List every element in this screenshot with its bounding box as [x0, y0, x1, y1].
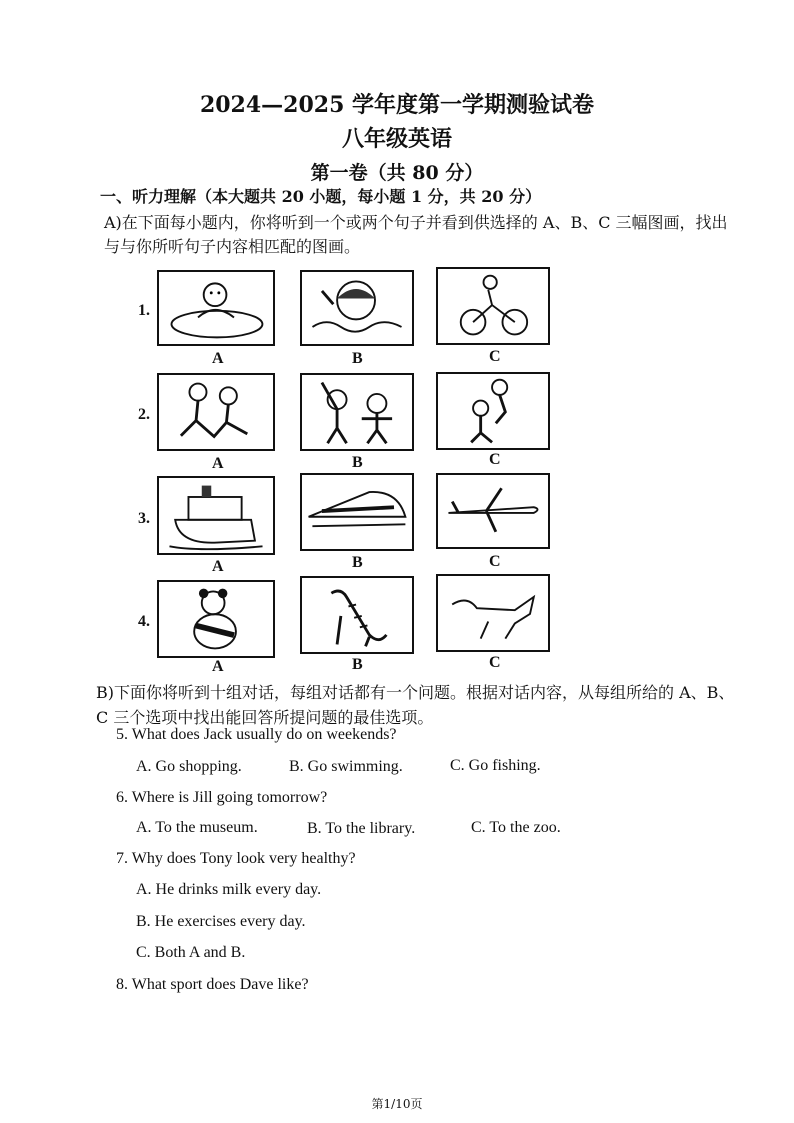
volume-heading: 第一卷（共 80 分） [310, 162, 484, 184]
q6-option-a[interactable]: A. To the museum. [136, 819, 258, 836]
instruction-a-line1: A)在下面每小题内，你将听到一个或两个句子并看到供选择的 A、B、C 三幅图画，找出 [104, 213, 728, 232]
fox-icon[interactable] [436, 574, 550, 652]
exam-subtitle: 八年级英语 [341, 126, 452, 152]
q5-option-a[interactable]: A. Go shopping. [136, 758, 242, 775]
option-label: B [352, 554, 363, 571]
question-number: 3. [138, 510, 150, 527]
option-label: A [212, 558, 224, 575]
q5-option-c[interactable]: C. Go fishing. [450, 757, 541, 774]
q7-option-a[interactable]: A. He drinks milk every day. [136, 881, 322, 898]
question-8: 8. What sport does Dave like? [116, 976, 309, 993]
instruction-a-line2: 与与你所听句子内容相匹配的图画。 [104, 237, 361, 256]
option-label: B [352, 656, 363, 673]
option-label: A [212, 658, 224, 675]
question-number: 2. [138, 406, 150, 423]
question-number: 1. [138, 302, 150, 319]
question-6: 6. Where is Jill going tomorrow? [116, 789, 328, 806]
option-label: C [489, 654, 501, 671]
option-label: C [489, 451, 501, 468]
child-on-cloud-icon[interactable] [157, 270, 275, 346]
page-number: 第1/10页 [371, 1097, 423, 1111]
climbing-kids-icon[interactable] [436, 372, 550, 450]
option-label: A [212, 455, 224, 472]
swimmer-icon[interactable] [300, 270, 414, 346]
ship-icon[interactable] [157, 476, 275, 555]
train-icon[interactable] [300, 473, 414, 551]
instruction-b-line1: B)下面你将听到十组对话，每组对话都有一个问题。根据对话内容，从每组所给的 A、B、 [96, 683, 735, 702]
running-boys-icon[interactable] [157, 373, 275, 451]
q6-option-c[interactable]: C. To the zoo. [471, 819, 561, 836]
option-label: B [352, 350, 363, 367]
panda-icon[interactable] [157, 580, 275, 658]
q5-option-b[interactable]: B. Go swimming. [289, 758, 403, 775]
q6-option-b[interactable]: B. To the library. [307, 820, 416, 837]
q7-option-b[interactable]: B. He exercises every day. [136, 913, 306, 930]
question-7: 7. Why does Tony look very healthy? [116, 850, 356, 867]
section-heading: 一、听力理解（本大题共 20 小题，每小题 1 分，共 20 分） [100, 187, 542, 206]
question-5: 5. What does Jack usually do on weekends? [116, 726, 397, 743]
option-label: B [352, 454, 363, 471]
option-label: C [489, 348, 501, 365]
option-label: A [212, 350, 224, 367]
exam-title: 2024—2025 学年度第一学期测验试卷 [199, 92, 595, 118]
question-number: 4. [138, 613, 150, 630]
instruction-b-line2: C 三个选项中找出能回答所提问题的最佳选项。 [96, 708, 434, 727]
airplane-icon[interactable] [436, 473, 550, 549]
option-label: C [489, 553, 501, 570]
tiger-icon[interactable] [300, 576, 414, 654]
q7-option-c[interactable]: C. Both A and B. [136, 944, 246, 961]
cyclist-icon[interactable] [436, 267, 550, 345]
exercising-kids-icon[interactable] [300, 373, 414, 451]
